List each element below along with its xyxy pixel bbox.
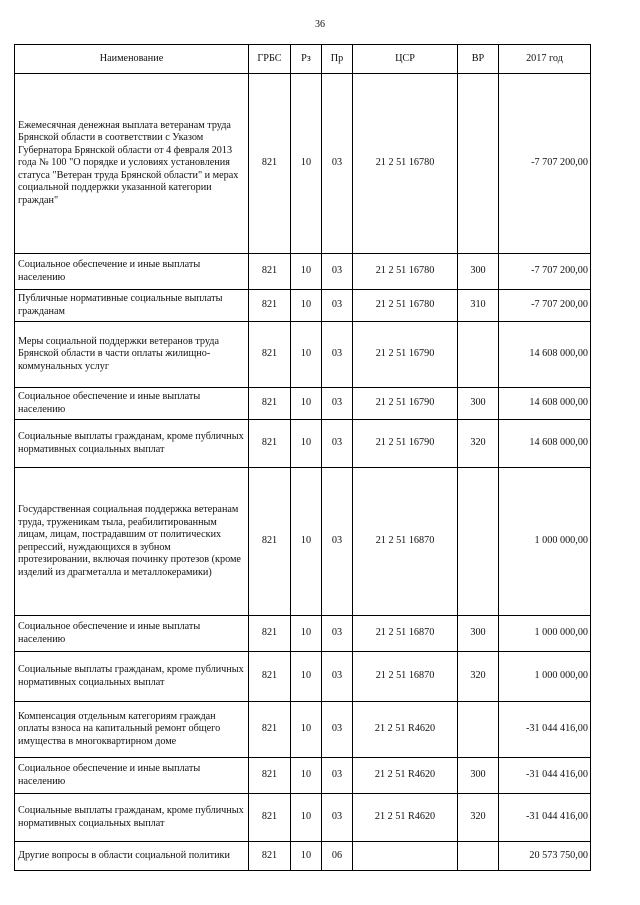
cell-csr: 21 2 51 R4620 [353, 758, 458, 794]
cell-grbs: 821 [249, 616, 291, 652]
cell-pr: 03 [322, 254, 353, 290]
cell-pr: 03 [322, 322, 353, 388]
cell-vr [458, 702, 499, 758]
table-row [15, 794, 591, 842]
cell-rz: 10 [291, 420, 322, 468]
cell-name: Социальные выплаты гражданам, кроме публичных нормативных социальных выплат [15, 652, 249, 702]
cell-rz: 10 [291, 758, 322, 794]
page-number: 36 [315, 19, 325, 30]
table-row [15, 842, 591, 871]
cell-pr: 03 [322, 290, 353, 322]
cell-amount: 20 573 750,00 [499, 842, 591, 871]
cell-csr: 21 2 51 16790 [353, 322, 458, 388]
cell-amount: -7 707 200,00 [499, 254, 591, 290]
cell-pr: 03 [322, 74, 353, 254]
cell-pr: 03 [322, 758, 353, 794]
budget-table [14, 44, 591, 871]
cell-name: Компенсация отдельным категориям граждан оплаты взноса на капитальный ремонт общего имущества в многоквартирном доме [15, 702, 249, 758]
cell-vr: 310 [458, 290, 499, 322]
cell-amount: 1 000 000,00 [499, 616, 591, 652]
cell-grbs: 821 [249, 468, 291, 616]
header-grbs: ГРБС [249, 45, 291, 74]
table-row [15, 254, 591, 290]
cell-csr [353, 842, 458, 871]
cell-pr: 03 [322, 388, 353, 420]
cell-vr [458, 842, 499, 871]
cell-grbs: 821 [249, 290, 291, 322]
table-row [15, 468, 591, 616]
cell-grbs: 821 [249, 420, 291, 468]
cell-vr: 300 [458, 616, 499, 652]
table-row [15, 616, 591, 652]
cell-name: Социальное обеспечение и иные выплаты населению [15, 254, 249, 290]
cell-name: Другие вопросы в области социальной политики [15, 842, 249, 871]
cell-rz: 10 [291, 652, 322, 702]
cell-grbs: 821 [249, 254, 291, 290]
cell-grbs: 821 [249, 322, 291, 388]
cell-name: Социальные выплаты гражданам, кроме публичных нормативных социальных выплат [15, 794, 249, 842]
table-row [15, 290, 591, 322]
cell-rz: 10 [291, 702, 322, 758]
cell-grbs: 821 [249, 388, 291, 420]
cell-vr [458, 322, 499, 388]
cell-rz: 10 [291, 322, 322, 388]
cell-rz: 10 [291, 616, 322, 652]
header-pr: Пр [322, 45, 353, 74]
header-vr: ВР [458, 45, 499, 74]
cell-pr: 03 [322, 794, 353, 842]
table-row [15, 388, 591, 420]
cell-rz: 10 [291, 254, 322, 290]
cell-amount: -31 044 416,00 [499, 702, 591, 758]
table-row [15, 702, 591, 758]
cell-vr: 300 [458, 254, 499, 290]
cell-vr: 320 [458, 420, 499, 468]
cell-amount: 14 608 000,00 [499, 388, 591, 420]
cell-csr: 21 2 51 16780 [353, 254, 458, 290]
cell-name: Государственная социальная поддержка ветеранам труда, труженикам тыла, реабилитированным лицам, лицам, пострадавшим от политических репрессий, нуждающихся в зубном протезировании, включая починку протезов (кроме изделий из драгметалла и металлокерамики) [15, 468, 249, 616]
cell-grbs: 821 [249, 794, 291, 842]
cell-rz: 10 [291, 290, 322, 322]
cell-name: Публичные нормативные социальные выплаты гражданам [15, 290, 249, 322]
cell-pr: 06 [322, 842, 353, 871]
cell-amount: 1 000 000,00 [499, 468, 591, 616]
cell-vr: 320 [458, 652, 499, 702]
cell-rz: 10 [291, 468, 322, 616]
cell-amount: -31 044 416,00 [499, 758, 591, 794]
cell-grbs: 821 [249, 842, 291, 871]
cell-grbs: 821 [249, 74, 291, 254]
table-header-row [15, 45, 591, 74]
cell-csr: 21 2 51 16780 [353, 74, 458, 254]
cell-amount: -31 044 416,00 [499, 794, 591, 842]
cell-pr: 03 [322, 652, 353, 702]
cell-amount: 1 000 000,00 [499, 652, 591, 702]
cell-name: Меры социальной поддержки ветеранов труда Брянской области в части оплаты жилищно-коммунальных услуг [15, 322, 249, 388]
table-row [15, 652, 591, 702]
cell-vr [458, 74, 499, 254]
cell-grbs: 821 [249, 652, 291, 702]
cell-vr [458, 468, 499, 616]
cell-grbs: 821 [249, 702, 291, 758]
header-csr: ЦСР [353, 45, 458, 74]
cell-pr: 03 [322, 616, 353, 652]
cell-vr: 300 [458, 388, 499, 420]
table-row [15, 74, 591, 254]
header-amount: 2017 год [499, 45, 591, 74]
cell-rz: 10 [291, 388, 322, 420]
cell-amount: -7 707 200,00 [499, 74, 591, 254]
header-rz: Рз [291, 45, 322, 74]
cell-amount: -7 707 200,00 [499, 290, 591, 322]
cell-rz: 10 [291, 74, 322, 254]
cell-amount: 14 608 000,00 [499, 420, 591, 468]
table-row [15, 322, 591, 388]
cell-csr: 21 2 51 16780 [353, 290, 458, 322]
cell-csr: 21 2 51 16870 [353, 616, 458, 652]
cell-grbs: 821 [249, 758, 291, 794]
cell-rz: 10 [291, 794, 322, 842]
cell-name: Социальное обеспечение и иные выплаты населению [15, 388, 249, 420]
cell-name: Ежемесячная денежная выплата ветеранам труда Брянской области в соответствии с Указом Губернатора Брянской области от 4 февраля 2013 года № 100 "О порядке и условиях установления статуса "Ветеран труда Брянской области" и мерах социальной поддержки указанной категории граждан" [15, 74, 249, 254]
cell-vr: 320 [458, 794, 499, 842]
header-name: Наименование [15, 45, 249, 74]
cell-csr: 21 2 51 R4620 [353, 702, 458, 758]
cell-name: Социальные выплаты гражданам, кроме публичных нормативных социальных выплат [15, 420, 249, 468]
cell-name: Социальное обеспечение и иные выплаты населению [15, 616, 249, 652]
cell-csr: 21 2 51 R4620 [353, 794, 458, 842]
cell-vr: 300 [458, 758, 499, 794]
cell-amount: 14 608 000,00 [499, 322, 591, 388]
table-row [15, 420, 591, 468]
cell-csr: 21 2 51 16870 [353, 652, 458, 702]
cell-csr: 21 2 51 16870 [353, 468, 458, 616]
cell-name: Социальное обеспечение и иные выплаты населению [15, 758, 249, 794]
cell-pr: 03 [322, 420, 353, 468]
cell-rz: 10 [291, 842, 322, 871]
cell-pr: 03 [322, 702, 353, 758]
table-row [15, 758, 591, 794]
cell-csr: 21 2 51 16790 [353, 388, 458, 420]
cell-csr: 21 2 51 16790 [353, 420, 458, 468]
cell-pr: 03 [322, 468, 353, 616]
